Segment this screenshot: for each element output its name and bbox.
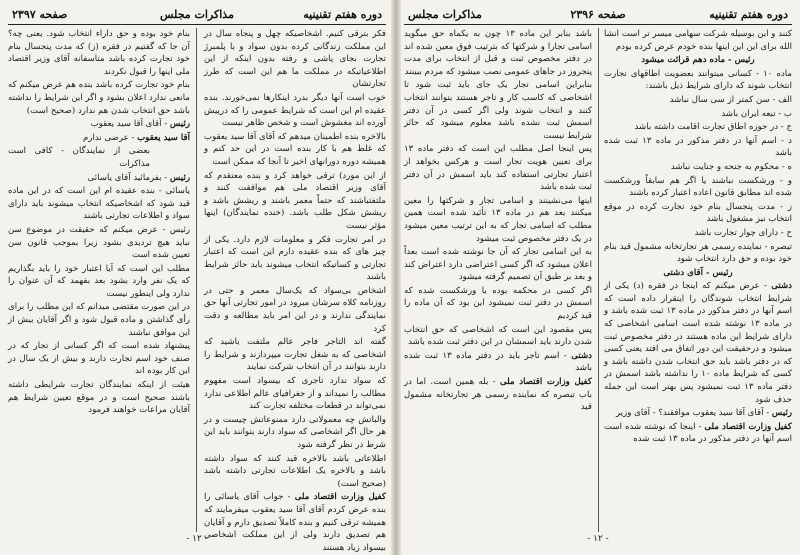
text-column-right — [604, 28, 792, 532]
article-text: ماده ۱۰ - کسانی میتوانند بعضویت اطاقهای تجارت انتخاب شوند که دارای شرایط ذیل باشند: — [604, 68, 792, 92]
paragraph: یاسائی - بنده عقیده ام این است که در این ماده قید شود که اشخاصیکه انتخاب میشوند باید دارای سواد و اطلاعات تجارتی باشند — [8, 186, 190, 222]
note-item: تبصره - نماینده رسمی هر تجارتخانه مشمول قید بنام خود بوده و حق دارد انتخاب شود — [604, 241, 792, 265]
paragraph: به این اسامی تجار که آن جا نوشته شده است بعداً اعلان میشود که اگر کسی اعتراضی دارد اعتراض کند و بعد بر طبق آن تصمیم گرفته میشود — [404, 247, 592, 283]
speech: کفیل وزارت اقتصاد ملی - بله همین است. اما در باب تبصره که نماینده رسمی هر تجارتخانه مشمول قید — [404, 377, 592, 413]
speaker-name: رئیس — [169, 172, 190, 183]
session-label: دوره هفتم تقنینیه — [303, 8, 382, 21]
speaker-name: کفیل وزارت اقتصاد ملی — [294, 492, 387, 503]
speech-text: بله همین است. اما در باب تبصره که نماینده رسمی هر تجارتخانه مشمول قید — [404, 377, 592, 413]
paragraph: بنابراین اسامی تجار یک جای باید ثبت شود تا اشخاصی که کاسب کار و تاجر هستند بتوانند انتخاب کنند و انتخاب شوند ولی اگر کسی در آن دفتر اسمش ثبت نشده باشد معلوم میشود که حائز شرایط نیست — [404, 80, 592, 141]
paragraph: پس مقصود این است که اشخاصی که حق انتخاب شدن دارند باید اسمشان در این دفتر ثبت شده باشد — [404, 324, 592, 348]
paragraph: رئیس - عرض میکنم که حقیقت در موضوع سن نباید هیچ تردیدی بشود زیرا بموجب قانون سن تعیین شده است — [8, 224, 190, 261]
paragraph: که سواد ندارد تاجری که بیسواد است مفهوم مطالب را نمیداند و از جغرافیای عالم اطلاعی ندارد نمی‌تواند در قطعات مختلفه تجارت کند — [204, 376, 386, 412]
clause-item: ه - محکوم به جنحه و جنایت نباشد — [670, 161, 792, 172]
clause-item: الف - سن کمتر از سی سال نباشد — [669, 94, 792, 105]
speaker-name: کفیل وزارت اقتصاد ملی — [704, 421, 792, 432]
paragraph: پیشنهاد شده است که اگر کسانی از تجار که در صنف خود اسم تجارت دارند و بیش از یک سال در این کار بوده اند — [8, 341, 190, 377]
book-gutter — [391, 0, 401, 555]
speaker-name: رئیس — [169, 119, 190, 130]
right-page — [404, 6, 792, 546]
speaker-name: دشتی — [571, 350, 593, 361]
right-page-columns — [404, 28, 792, 532]
agenda-item: رئیس - آقای دشتی — [663, 267, 733, 278]
speaker-name: رئیس — [771, 408, 792, 419]
agenda-item: رئیس - ماده دهم قرائت میشود — [641, 55, 755, 66]
speech-text: بفرمائید آقای یاسائی — [87, 172, 162, 183]
interjection: بعضی از نمایندگان - کافی است مذاکرات — [8, 146, 150, 169]
paragraph: بنام خود تجارت کرده باشد بنده هم عرض میکنم که مانعی ندارد اعلان بشود و اگر این شرایط را نداشته باشد حق انتخاب شدن هم ندارد (صحیح است) — [8, 80, 190, 116]
clause-item: ح - دارای چوار تجارت باشد — [694, 227, 792, 238]
speech-text: آقای آقا سید یعقوب — [90, 119, 162, 130]
speaker-name: کفیل وزارت اقتصاد ملی — [500, 377, 592, 388]
speech-text: جواب آقای یاسائی را بنده عرض کردم آقای آقا سید یعقوب میفرمایند که همیشه ترقی کنیم و بنده کاملاً تصدیق دارم و آقایان هم تصدیق دارند ولی از این مملکت اشخاصی بیسواد زیاد هستند — [204, 492, 386, 553]
speech-text: آقای آقا سید یعقوب موافقند؟ - آقای وزیر — [616, 408, 764, 419]
clause-item: و - ورشکست نباشند یا اگر هم سابقاً ورشکست شده اند مطابق قانون اعاده اعتبار کرده باشند — [604, 175, 792, 199]
page-footer: - ۱۲ - — [186, 534, 208, 544]
paragraph: در امر تجارت فکر و معلومات لازم دارد. یکی از چیز های که بنده عقیده دارم این است که اعتبار تجارتی و کسانیکه انتخاب میشوند باید حائز شرایط باشند — [204, 234, 386, 283]
text-column-right — [204, 28, 387, 553]
paragraph: اطلاعاتی باشد بالاخره قید کنند که سواد داشته باشد و بالاخره یک اطلاعات تجارتی داشته باشد (صحیح است) — [204, 453, 386, 489]
paragraph: بالاخره بنده اطمینان میدهم که آقای آقا سید یعقوب که غلط هم با کار بنده است در این حد کنم و همیشه دوره دورانهای اخیر تا آنجا که ممکن است — [204, 131, 386, 167]
speech-text: اسم تاجر باید در دفتر ماده ۱۳ ثبت شده باشد — [404, 350, 592, 374]
text-column-left — [404, 28, 592, 532]
clause-item: د - اسم آنها در دفتر مذکور در ماده ۱۳ ثبت شده باشد — [604, 135, 792, 159]
right-page-header — [404, 6, 792, 25]
paragraph: هیئت از اینکه نمایندگان تجارت شرایطی داشته باشند صحیح است و در موقع تعیین شرایط هم آقایان مراعات خواهند فرمود — [8, 380, 190, 416]
paragraph: پس اینجا اصل مطلب این است که دفتر ماده ۱۳ برای تعیین هویت تجار است و هرکس بخواهد از اعتبار تجارتی استفاده کند باید اسمش در آن دفتر ثبت شده باشد — [404, 144, 592, 193]
paragraph: مطلب این است که آیا اعتبار خود را باید بگذاریم که یک نفر وارد بشود بعد بفهمد که آن عنوان را ندارد ولی اینطور نیست — [8, 263, 190, 299]
text-column-left — [8, 28, 190, 532]
page-footer: - ۱۲ - — [587, 534, 609, 544]
paragraph: باشد بنابر این ماده ۱۳ چون به یکماه حق میگوید اسامی تجارا و شرکتها که بترتیب فوق معین شده اند در دفتر مخصوص ثبت و قبل از انتخاب برای مدت پنجروز در جاهای عمومی نصب میشود که مردم ببینند — [404, 29, 592, 77]
paragraph: در این صورت مقتضی میدانم که این مطلب را برای رأی گذاشتن و ماده قبول شود و اگر آقایان بیش از این موافق نباشند — [8, 302, 190, 338]
left-page — [8, 6, 387, 553]
paragraph: اینها می‌نشینند و اسامی تجار و شرکتها را معین میکنند بعد هم در ماده ۱۳ تأئید شده است همین مطلب که اسامی تجار که به این ترتیب معین میشود در یک دفتر مخصوص ثبت میشود — [404, 195, 592, 244]
running-title: مذاکرات مجلس — [160, 8, 234, 21]
paragraph: گفته اند التاجر فاجر عالم ملتفت باشید که اشخاصی که به شغل تجارت میپردازند و شرایط را دارند بتوانند در آن انتخاب شرکت نمایند — [204, 337, 386, 373]
paragraph: والباتش چه معمولاتی دارد ممنوعاتش چیست و در هر حال اگر اشخاصی که سواد دارند بتوانند باید این شرط در نظر گرفته شود — [204, 414, 386, 450]
speaker-name: آقا سید یعقوب — [137, 132, 190, 143]
column-divider — [598, 28, 599, 532]
left-page-header — [8, 6, 386, 25]
page-number: صفحه ۲۳۹۶ — [570, 8, 626, 21]
speech: رئیس - آقای آقا سید یعقوب — [90, 119, 190, 130]
speech: دشتی - اسم تاجر باید در دفتر ماده ۱۳ ثبت شده باشد — [404, 350, 593, 374]
speech: کفیل وزارت اقتصاد ملی - اینجا که نوشته شده است اسم آنها در دفتر مذکور در ماده ۱۳ ثبت شده — [604, 421, 792, 445]
speech: آقا سید یعقوب - عرضی ندارم — [82, 132, 190, 143]
session-label: دوره هفتم تقنینیه — [709, 8, 788, 21]
speech: دشتی - عرض میکنم که اینجا در فقره (د) یکی از شرایط انتخاب شوندگان را اینقرار داده است که اسم آنها در دفتر مذکور در ماده ۱۳ ثبت شده باشد و در ماده ۱۳ نوشته شده است اسامی اشخاصی که دارای شرایط این ماده هستند در دفتر مخصوص ثبت میشود و درحقیقت این دور اتفاق می افتد یعنی کسی که در دفتر باشد باید حق انتخاب شدن داشته باشد و کسی که شرایط ماده ۱۰ را نداشته باشد اسمش در دفتر ماده ۱۳ ثبت نمیشود پس بهتر است این جمله حذف شود — [604, 281, 793, 405]
speech-text: عرضی ندارم — [82, 132, 129, 143]
paragraph: اگر کسی در محکمه بوده یا ورشکست شده که اسمش در دفتر ثبت نمیشود این بود که آن ماده را قید کردیم — [404, 285, 592, 322]
paragraph: اشخاص بی‌سواد که یک‌سال معمر و حتی در روزنامه کلاه سرشان میرود در امور تجارتی آنها حق نمایندگی ندارند و در این امر باید مطالعه و دقت کرد — [204, 285, 386, 334]
paragraph: خوب است آنها دیگر بدرد اینکارها نمی‌خورند. بنده عقیده ام این است که شرایط عمومی را که درپیش آورده اند مغشوش است و شخص ظاهر نیست — [204, 92, 386, 129]
column-divider — [196, 28, 197, 532]
paragraph: کنند و این بوسیله شرکت سهامی میسر تر است انشا الله برای این این اینها بنده خودم عرض کرده بودم — [604, 29, 792, 52]
clause-item: ب - تبعه ایران باشد — [721, 108, 792, 119]
paragraph: فکر بترقی کنیم. اشخاصیکه چهل و پنجاه سال در این مملکت زندگانی کرده بدون سواد و با پلمبرژ تجارت بجای پاشی و رفته بدون اینکه از این اطلاعیاتیکه در مملکت ما هم این است که طرز تجارتشان — [204, 29, 386, 90]
paragraph: از این مورد) ترقی خواهد کرد و بنده معتقدم که آقای وزیر اقتصاد ملی هم موافقت کنند و ملتفتباشند که حتماً معمر باشند و ریشش باشد و ریشش شکل طلب باشد. (خنده نمایندگان) اینها مؤثر نیست — [204, 170, 386, 231]
speaker-name: دشتی — [771, 281, 792, 292]
running-title: مذاکرات مجلس — [408, 8, 482, 21]
speech: کفیل وزارت اقتصاد ملی - جواب آقای یاسائی را بنده عرض کردم آقای آقا سید یعقوب میفرمایند که همیشه ترقی کنیم و بنده کاملاً تصدیق دارم و آقایان هم تصدیق دارند ولی از این مملکت اشخاصی بیسواد زیاد هستند — [204, 492, 387, 553]
speech-text: عرض میکنم که اینجا در فقره (د) یکی از شرایط انتخاب شوندگان را اینقرار داده است که اسم آنها در دفتر مذکور در ماده ۱۳ ثبت شده باشد و در ماده ۱۳ نوشته شده است اسامی اشخاصی که دارای شرایط این ماده هستند در دفتر مخصوص ثبت میشود و درحقیقت این دور اتفاق می افتد یعنی کسی که در دفتر باشد باید حق انتخاب شدن داشته باشد و کسی که شرایط ماده ۱۰ را نداشته باشد اسمش در دفتر ماده ۱۳ ثبت نمیشود پس بهتر است این جمله حذف شود — [604, 281, 793, 405]
speech-text: اینجا که نوشته شده است اسم آنها در دفتر مذکور در ماده ۱۳ ثبت شده — [604, 421, 792, 445]
clause-item: ج - در حوزه اطاق تجارت اقامت داشته باشد — [634, 122, 792, 133]
speech: رئیس - آقای آقا سید یعقوب موافقند؟ - آقای وزیر — [616, 408, 792, 419]
speech: رئیس - بفرمائید آقای یاسائی — [87, 172, 190, 183]
page-number: صفحه ۲۳۹۷ — [12, 8, 68, 21]
paragraph: بنام خود بوده و حق داراء انتخاب شود. یعنی چه؟ آن جا که گفتیم در فقره (ز) که مدت پنجسال بنام خود تجارت کرده باشد متاسفانه آقای وزیر اقتصاد ملی اینها را قبول نکردند — [8, 29, 190, 77]
clause-item: ز - مدت پنجسال بنام خود تجارت کرده در موقع انتخاب نیز مشغول باشد — [604, 201, 792, 225]
